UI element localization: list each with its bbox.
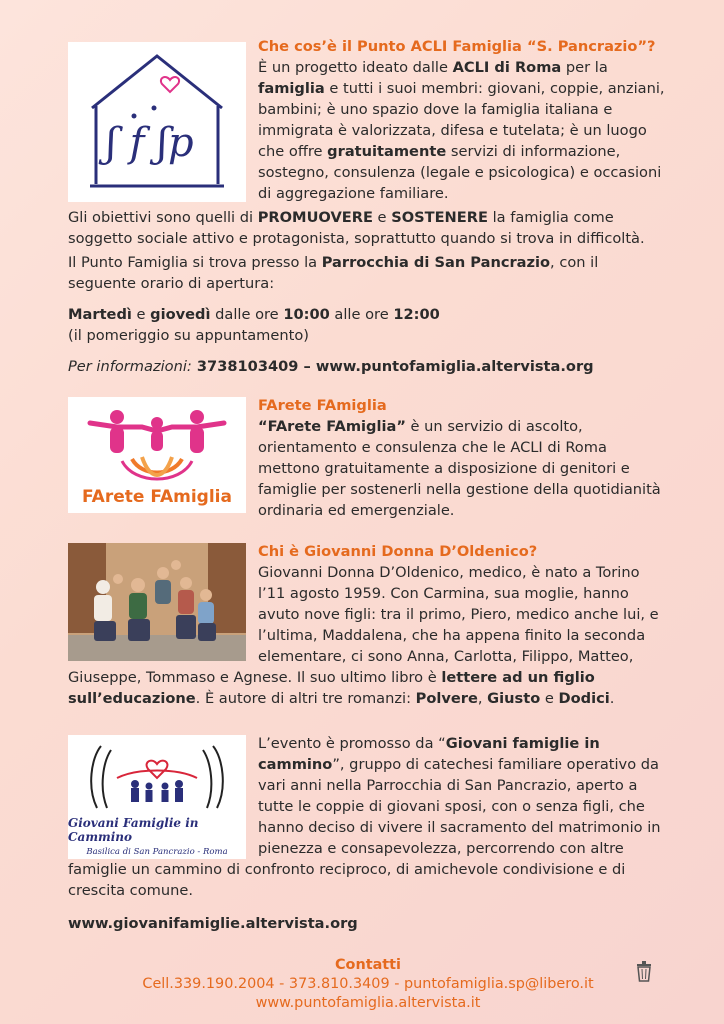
recycle-bin-icon <box>634 960 654 982</box>
giovani-famiglie-website[interactable]: www.giovanifamiglie.altervista.org <box>68 915 358 932</box>
section-farete-famiglia <box>68 395 668 521</box>
section-title: FArete FAmiglia <box>258 397 387 414</box>
family-photo-image-icon <box>68 543 246 661</box>
family-figures-icon <box>82 403 232 487</box>
location-paragraph: Il Punto Famiglia si trova presso la Parrocchia di San Pancrazio, con il seguente orario di apertura: <box>68 254 599 292</box>
contacts-line-phone-email: Cell.339.190.2004 - 373.810.3409 - puntofamiglia.sp@libero.it <box>142 976 594 992</box>
section-title: Chi è Giovanni Donna D’Oldenico? <box>258 543 538 560</box>
giovani-logo-title: Giovani Famiglie in Cammino <box>68 815 199 844</box>
giovani-famiglie-logo <box>68 735 246 859</box>
section-paragraph: È un progetto ideato dalle ACLI di Roma per la famiglia e tutti i suoi membri: giovani, coppie, anziani, bambini; è uno spazio dove la famiglia italiana e immigrata è valorizzata, difesa e tutelata; è un luogo che offre gratuitamente servizi di informazione, sostegno, consulenza (legale e psicologica) e occasioni di aggregazione familiare. <box>258 59 665 202</box>
objectives-paragraph: Gli obiettivi sono quelli di PROMUOVERE e SOSTENERE la famiglia come soggetto sociale attivo e protagonista, soprattutto quando si trova in difficoltà. <box>68 209 645 247</box>
section-paragraph: L’evento è promosso da “Giovani famiglie in cammino”, gruppo di catechesi familiare operativo da vari anni nella Parrocchia di San Pancrazio, aperto a tutte le coppie di giovani sposi, con o senza figli, che hanno deciso di vivere il sacramento del matrimonio in pienezza e consapevolezza, percorrendo con altre famiglie un cammino di confronto reciproco, di amichevole condivisione e di crescita comune. <box>68 735 661 899</box>
giovani-logo-subtitle: Basilica di San Pancrazio - Roma <box>86 846 228 857</box>
contacts-line-website[interactable]: www.puntofamiglia.altervista.it <box>255 995 481 1011</box>
section-giovani-famiglie <box>68 733 668 934</box>
farete-logo-text: FArete FAmiglia <box>82 487 232 507</box>
svg-text:ʃ f ʃp: ʃ f ʃp <box>106 120 194 166</box>
contacts-title: Contatti <box>335 957 401 973</box>
section-paragraph: Giovanni Donna D’Oldenico, medico, è nato a Torino l’11 agosto 1959. Con Carmina, sua moglie, hanno avuto nove figli: tra il primo, Piero, medico anche lui, e l’ultima, Maddalena, che ha appena finito la seconda elementare, ci sono Anna, Carlotta, Filippo, Matteo, Giuseppe, Tommaso e Agnese. Il suo ultimo libro è lettere ad un figlio sull’educazione. È autore di altri tre romanzi: Polvere, Giusto e Dodici. <box>68 564 659 707</box>
farete-famiglia-logo <box>68 397 246 513</box>
opening-hours: Martedì e giovedì dalle ore 10:00 alle ore 12:00 (il pomeriggio su appuntamento) <box>68 306 440 344</box>
family-photo <box>68 543 246 661</box>
punto-famiglia-logo <box>68 42 246 202</box>
flyer-content <box>68 34 668 1013</box>
info-line: Per informazioni: 3738103409 – www.puntofamiglia.altervista.org <box>68 358 594 375</box>
section-title: Che cos’è il Punto ACLI Famiglia “S. Pancrazio”? <box>258 38 656 55</box>
hands-family-icon <box>77 738 237 816</box>
section-paragraph: “FArete FAmiglia” è un servizio di ascolto, orientamento e consulenza che le ACLI di Roma mettono gratuitamente a disposizione di genitori e famiglie per sostenerli nella gestione della quotidianità ordinaria ed emergenziale. <box>258 418 661 519</box>
section-punto-famiglia <box>68 36 668 377</box>
contacts-block <box>68 956 668 1013</box>
section-author <box>68 541 668 709</box>
house-logo-icon <box>72 46 242 198</box>
